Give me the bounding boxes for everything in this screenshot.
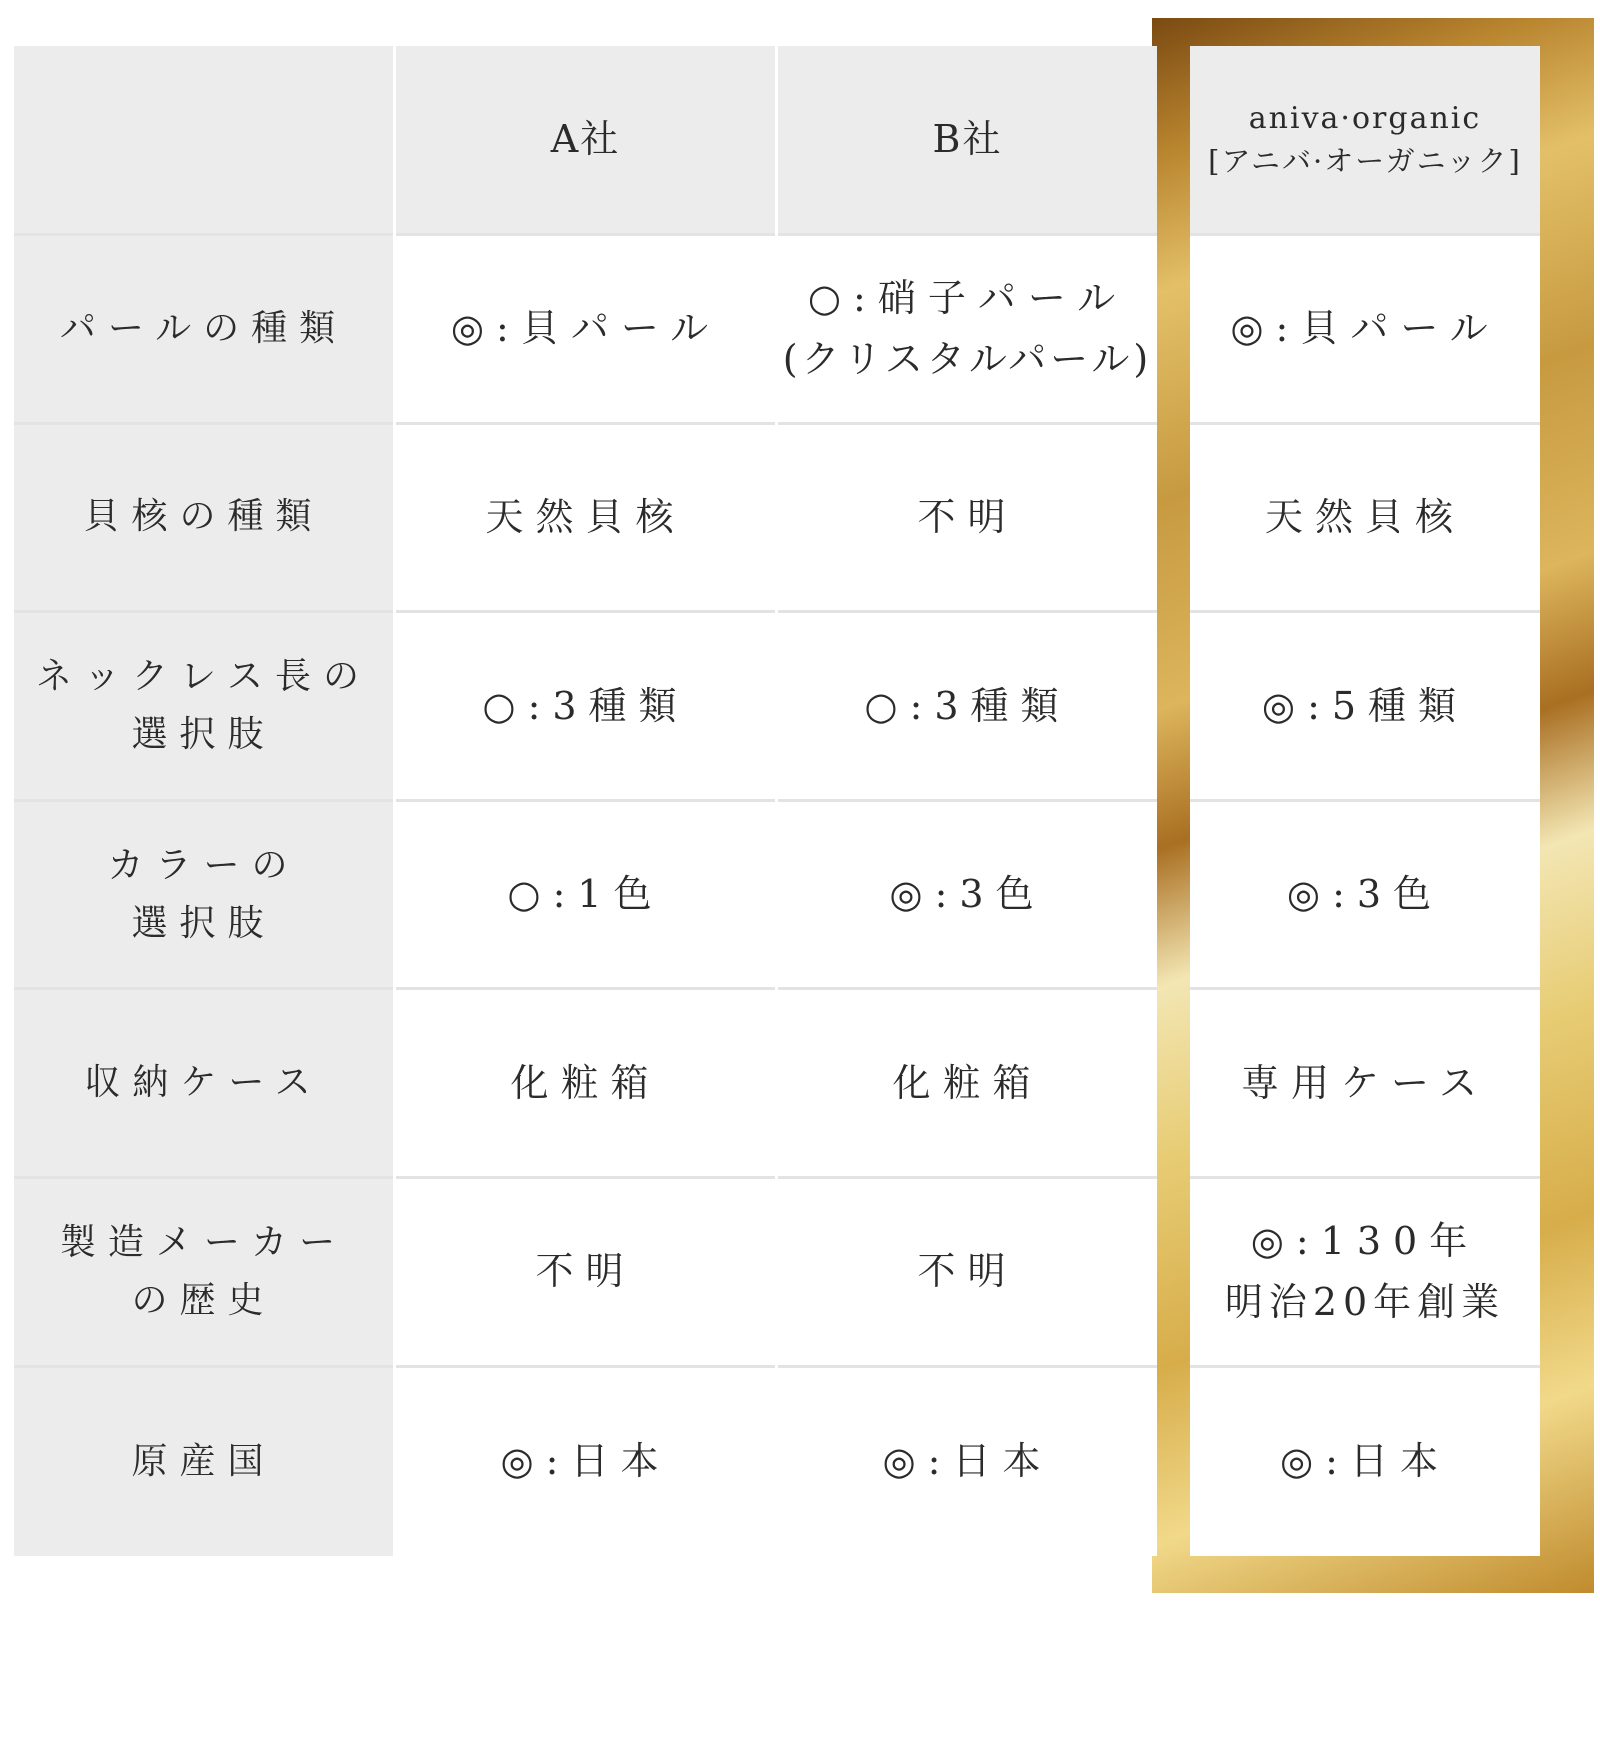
row-label-nucleus-type: 貝核の種類 bbox=[14, 425, 393, 614]
cell-b-pearl-type bbox=[778, 236, 1157, 425]
row-label-pearl-type: パールの種類 bbox=[14, 236, 393, 425]
cell-ours-color-options: ◎:3色 bbox=[1190, 802, 1540, 991]
brand-kana: [アニバ·オーガニック] bbox=[1208, 144, 1522, 179]
row-label-color-options-line2: 選択肢 bbox=[131, 902, 276, 944]
cell-ours-origin: ◎:日本 bbox=[1190, 1368, 1540, 1557]
cell-b-storage-case: 化粧箱 bbox=[778, 990, 1157, 1179]
cell-a-necklace-length: ○:3種類 bbox=[396, 613, 775, 802]
row-label-color-options bbox=[14, 802, 393, 991]
cell-ours-nucleus-type: 天然貝核 bbox=[1190, 425, 1540, 614]
cell-a-pearl-type: ◎:貝パール bbox=[396, 236, 775, 425]
cell-ours-storage-case: 専用ケース bbox=[1190, 990, 1540, 1179]
cell-b-origin: ◎:日本 bbox=[778, 1368, 1157, 1557]
cell-ours-pearl-type: ◎:貝パール bbox=[1190, 236, 1540, 425]
cell-b-nucleus-type: 不明 bbox=[778, 425, 1157, 614]
cell-ours-maker-history-line2: 明治20年創業 bbox=[1224, 1279, 1506, 1324]
cell-a-nucleus-type: 天然貝核 bbox=[396, 425, 775, 614]
cell-a-color-options: ○:1色 bbox=[396, 802, 775, 991]
cell-a-storage-case: 化粧箱 bbox=[396, 990, 775, 1179]
row-label-maker-history-line2: の歴史 bbox=[131, 1279, 276, 1321]
brand-name: aniva·organic bbox=[1248, 100, 1482, 136]
header-brand bbox=[1190, 46, 1540, 236]
row-label-maker-history-line1: 製造メーカー bbox=[59, 1222, 348, 1264]
row-label-storage-case: 収納ケース bbox=[14, 990, 393, 1179]
cell-ours-maker-history bbox=[1190, 1179, 1540, 1368]
cell-b-maker-history: 不明 bbox=[778, 1179, 1157, 1368]
row-label-maker-history bbox=[14, 1179, 393, 1368]
cell-b-color-options: ◎:3色 bbox=[778, 802, 1157, 991]
corner-cell bbox=[14, 46, 393, 236]
cell-a-origin: ◎:日本 bbox=[396, 1368, 775, 1557]
cell-ours-necklace-length: ◎:5種類 bbox=[1190, 613, 1540, 802]
row-label-necklace-length bbox=[14, 613, 393, 802]
cell-ours-maker-history-line1: ◎:130年 bbox=[1250, 1218, 1480, 1263]
cell-a-maker-history: 不明 bbox=[396, 1179, 775, 1368]
row-label-origin: 原産国 bbox=[14, 1368, 393, 1557]
header-company-a: A社 bbox=[396, 46, 775, 236]
cell-b-pearl-type-line1: ○:硝子パール bbox=[807, 276, 1128, 320]
row-label-necklace-length-line2: 選択肢 bbox=[131, 713, 276, 755]
header-company-b: B社 bbox=[778, 46, 1157, 236]
cell-b-necklace-length: ○:3種類 bbox=[778, 613, 1157, 802]
row-label-color-options-line1: カラーの bbox=[107, 844, 300, 886]
comparison-table bbox=[14, 46, 1540, 1746]
cell-b-pearl-type-line2: (クリスタルパール) bbox=[782, 336, 1153, 381]
row-label-necklace-length-line1: ネックレス長の bbox=[36, 656, 371, 698]
